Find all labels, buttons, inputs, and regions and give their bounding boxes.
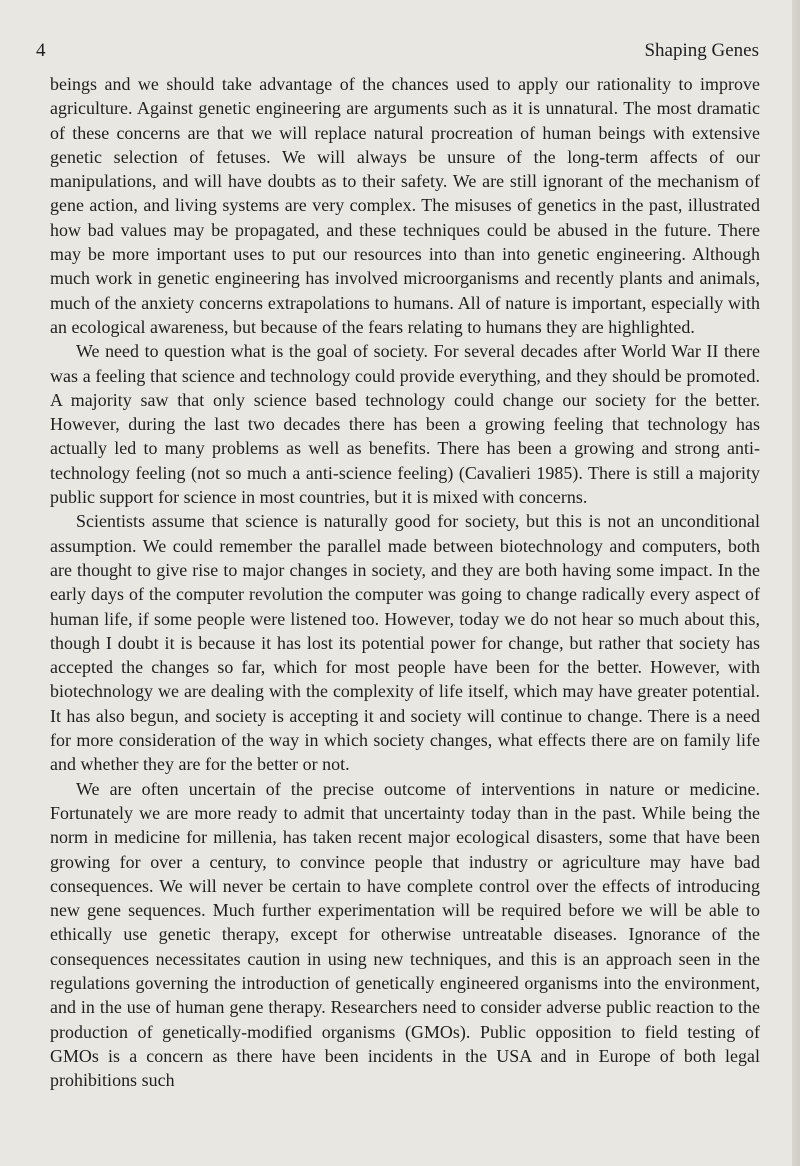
body-text xyxy=(50,72,760,1092)
page-number: 4 xyxy=(36,40,46,61)
page-header xyxy=(36,40,759,66)
page-edge xyxy=(792,0,800,1166)
paragraph-4: We are often uncertain of the precise outcome of interventions in nature or medicine. Fortunately we are more ready to admit that uncertainty today than in the past. While being the norm in medicine for millenia, has taken recent major ecological disasters, some that have been growing for over a century, to convince people that industry or agriculture may have bad consequences. We will never be certain to have complete control over the effects of introducing new gene sequences. Much further experimentation will be required before we will be able to ethically use genetic therapy, except for otherwise untreatable diseases. Ignorance of the consequences necessitates caution in using new techniques, and this is an approach seen in the regulations governing the introduction of genetically engineered organisms into the environment, and in the use of human gene therapy. Researchers need to consider adverse public reaction to the production of genetically-modified organisms (GMOs). Public opposition to field testing of GMOs is a concern as there have been incidents in the USA and in Europe of both legal prohibitions such xyxy=(50,778,760,1091)
paragraph-1: beings and we should take advantage of the chances used to apply our rationality to improve agriculture. Against genetic engineering are arguments such as it is unnatural. The most dramatic of these concerns are that we will replace natural procreation of human beings with extensive genetic selection of fetuses. We will always be unsure of the long-term affects of our manipulations, and will have doubts as to their safety. We are still ignorant of the mechanism of gene action, and living systems are very complex. The misuses of genetics in the past, illustrated how bad values may be propagated, and these techniques could be abused in the future. There may be more important uses to put our resources into than into genetic engineering. Although much work in genetic engineering has involved microorganisms and recently plants and animals, much of the anxiety concerns extrapolations to humans. All of nature is important, especially with an ecological awareness, but because of the fears relating to humans they are highlighted. xyxy=(50,74,760,337)
paragraph-3: Scientists assume that science is naturally good for society, but this is not an unconditional assumption. We could remember the parallel made between biotechnology and computers, both are thought to give rise to major changes in society, and they are both having some impact. In the early days of the computer revolution the computer was going to change radically every aspect of human life, if some people were listened too. However, today we do not hear so much about this, though I doubt it is because it has lost its potential power for change, but rather that society has accepted the changes so far, which for most people have been for the better. However, with biotechnology we are dealing with the complexity of life itself, which may have greater potential. It has also begun, and society is accepting it and society will continue to change. There is a need for more consideration of the way in which society changes, what effects there are on family life and whether they are for the better or not. xyxy=(50,511,760,775)
paragraph-2: We need to question what is the goal of society. For several decades after World War II there was a feeling that science and technology could provide everything, and they should be promoted. A majority saw that only science based technology could change our society for the better. However, during the last two decades there has been a growing feeling that technology has actually led to many problems as well as benefits. There has been a growing and strong anti-technology feeling (not so much a anti-science feeling) (Cavalieri 1985). There is still a majority public support for science in most countries, but it is mixed with concerns. xyxy=(50,341,760,508)
running-head: Shaping Genes xyxy=(644,40,759,61)
